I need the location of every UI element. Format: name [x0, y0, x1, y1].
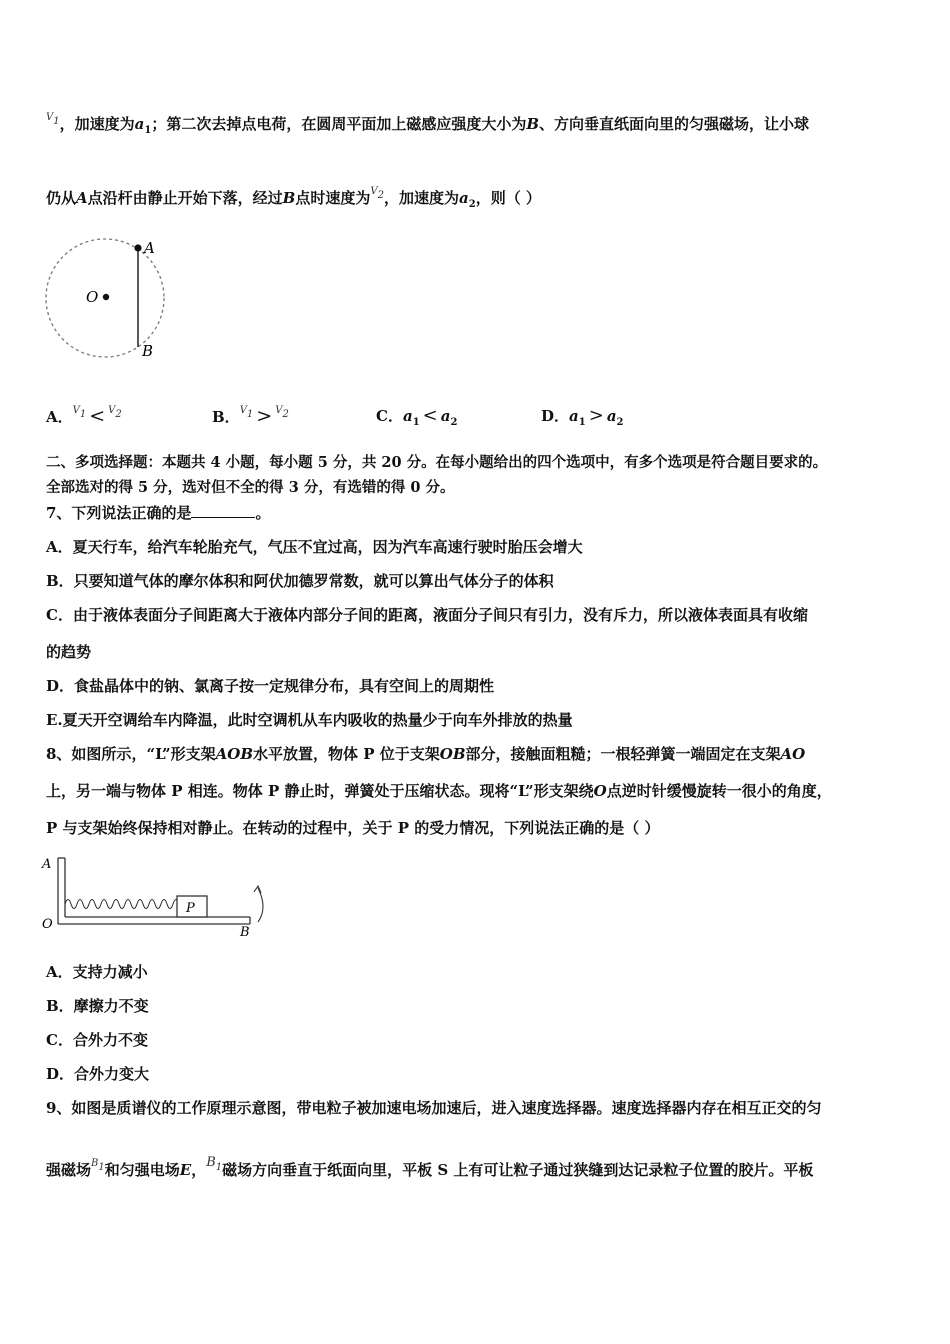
q7-option-a: A．夏天行车，给汽车轮胎充气，气压不宜过高，因为汽车高速行驶时胎压会增大: [46, 538, 583, 556]
q6-line-2: 仍从A点沿杆由静止开始下落，经过B点时速度为$^{V2}$，加速度为$a_2$，则（ ）: [46, 186, 541, 210]
q9-line-1: 9、如图是质谱仪的工作原理示意图，带电粒子被加速电场加速后，进入速度选择器。速度选择器内存在相互正交的匀: [46, 1099, 822, 1117]
q6-option-c: C．$a_1 < a_2$: [376, 405, 458, 428]
q8-option-b: B．摩擦力不变: [46, 997, 149, 1015]
q6-line-1: $^{V1}$，加速度为$a_1$；第二次去掉点电荷，在圆周平面加上磁感应强度大小为B、方向垂直纸面向里的匀强磁场，让小球: [46, 112, 810, 136]
q7-option-e: E.夏天开空调给车内降温，此时空调机从车内吸收的热量少于向车外排放的热量: [46, 711, 573, 729]
q8-line-3: P 与支架始终保持相对静止。在转动的过程中，关于 P 的受力情况，下列说法正确的是（ ）: [46, 819, 660, 837]
q6-option-d: D．$a_1 > a_2$: [541, 405, 624, 428]
q7-stem: 7、下列说法正确的是 。: [46, 504, 271, 522]
q8-frame-figure: [40, 852, 280, 942]
section2-line-1: 二、多项选择题：本题共 4 小题，每小题 5 分，共 20 分。在每小题给出的四个选项中，有多个选项是符合题目要求的。: [46, 454, 828, 471]
q6-v1-symbol: V1: [46, 112, 60, 127]
label-b: B: [142, 342, 154, 360]
q6-option-b: B．$^{V1}$ > $^{V2}$: [212, 405, 289, 427]
label-o: O: [86, 288, 99, 306]
q8-line-2: 上，另一端与物体 P 相连。物体 P 静止时，弹簧处于压缩状态。现将“L”形支架绕O点逆时针缓慢旋转一很小的角度，: [46, 782, 832, 800]
q7-option-b: B．只要知道气体的摩尔体积和阿伏加德罗常数，就可以算出气体分子的体积: [46, 572, 554, 590]
label-o: O: [42, 917, 53, 932]
q8-option-d: D．合外力变大: [46, 1065, 150, 1083]
section2-line-2: 全部选对的得 5 分，选对但不全的得 3 分，有选错的得 0 分。: [46, 479, 455, 496]
q8-option-c: C．合外力不变: [46, 1031, 148, 1049]
q7-option-d: D．食盐晶体中的钠、氯离子按一定规律分布，具有空间上的周期性: [46, 677, 495, 695]
label-a: A: [144, 239, 155, 257]
q8-option-a: A．支持力减小: [46, 963, 148, 981]
q6-option-a: A．$^{V1}$ < $^{V2}$: [46, 405, 122, 427]
q7-option-c-line-1: C．由于液体表面分子间距离大于液体内部分子间的距离，液面分子间只有引力，没有斥力，所以液体表面具有收缩: [46, 606, 808, 624]
center-o: [103, 294, 109, 300]
q8-line-1: 8、如图所示，“L”形支架AOB水平放置，物体 P 位于支架OB部分，接触面粗糙；一根轻弹簧一端固定在支架AO: [46, 745, 806, 763]
label-a: A: [42, 857, 52, 872]
label-p: P: [186, 901, 195, 916]
q6-v2-symbol: V2: [370, 186, 384, 201]
label-b: B: [240, 925, 250, 940]
q7-option-c-line-2: 的趋势: [46, 643, 92, 661]
ball-a: [134, 244, 141, 251]
q9-line-2: 强磁场$^{B1}$和匀强电场E，$B_1$磁场方向垂直于纸面向里，平板 S 上有可让粒子通过狭缝到达记录粒子位置的胶片。平板: [46, 1155, 814, 1179]
q6-circle-figure: [40, 232, 180, 367]
answer-blank: [191, 503, 255, 518]
